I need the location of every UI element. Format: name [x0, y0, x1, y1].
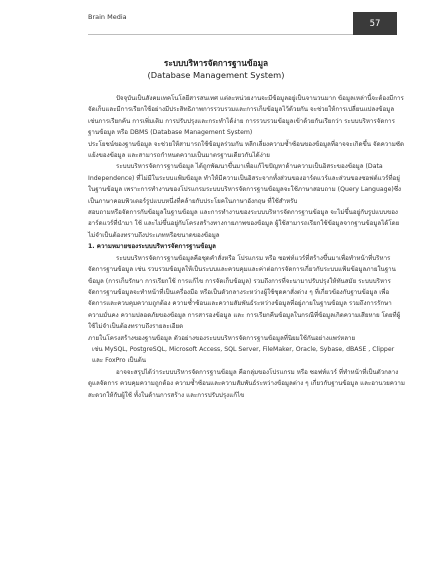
header-divider	[88, 34, 353, 35]
section-heading: 1. ความหมายของระบบบริหารจัดการฐานข้อมูล	[88, 243, 216, 251]
paragraph-intro: ปัจจุบันเป็นสังคมเทคโนโลยีสารสนเทศ แต่ละหน่วยงานจะมีข้อมูลอยู่เป็นจานวนมาก ข้อมูลเหล่านี้จะต้องมีการจัดเก็บและมีการเรียกใช้อย่างมีประสิทธิภาพการรวบรวมและการเก็บข้อมูลไว้ด้วยกัน จะช่วยให้การเปลี่ยนแปลงข้อมูล เช่นการเรียกค้น การเพิ่มเติม การปรับปรุงและกระทำได้ง่าย การรวบรวมข้อมูลเข้าด้วยกันเรียกว่า ระบบบริหารจัดการฐานข้อมูล หรือ DBMS (Database Management System)	[88, 95, 404, 137]
paragraph-examples: เช่น MySQL, PostgreSQL, Microsoft Access, SQL Server, FileMaker, Oracle, Sybase, dBASE , Clipper และ FoxPro เป็นต้น	[92, 345, 395, 365]
document-body	[88, 93, 406, 401]
paragraph-benefits: ประโยชน์ของฐานข้อมูล จะช่วยให้สามารถใช้ข้อมูลร่วมกัน หลีกเลี่ยงความซ้ำซ้อนของข้อมูลที่อาจจะเกิดขึ้น จัดความซัดแย้งของข้อมูล และสามารถกำหนดความเป็นมาตรฐานเดียวกันได้ง่าย	[88, 140, 405, 160]
paragraph-independence: ระบบบริหารจัดการฐานข้อมูล ได้ถูกพัฒนาขึ้นมาเพื่อแก้ไขปัญหาด้านความเป็นอิสระของข้อมูล (Data Independence) ที่ไม่มีในระบบแฟ้มข้อมูล ทำให้มีความเป็นอิสระจากทั้งส่วนของฮาร์ดแวร์และส่วนของซอฟต์แวร์ที่อยู่ในฐานข้อมูล เพราะการทำงานของโปรแกรมระบบบริหารจัดการฐานข้อมูลจะใช้ภาษาสอบถาม (Query Language)ซึ่งเป็นภาษาคอมพิวเตอร์รูปแบบหนึ่งที่คล้ายกับประโยคในภาษาอังกฤษ ที่ใช้สำหรับ	[88, 163, 402, 205]
page-number: 57	[369, 18, 381, 29]
paragraph-examples-intro: ภายในโครงสร้างของฐานข้อมูล ตัวอย่างของระบบบริหารจัดการฐานข้อมูลที่นิยมใช้กันอย่างแพร่หลาย	[88, 334, 356, 342]
document-title: ระบบบริหารจัดการฐานข้อมูล	[163, 58, 269, 68]
paragraph-definition: ระบบบริหารจัดการฐานข้อมูลคือชุดคำสั่งหรือ โปรแกรม หรือ ซอฟท์แวร์ที่สร้างขึ้นมาเพื่อทำหน้าที่บริหารจัดการฐานข้อมูล เช่น รวบรวมข้อมูลให้เป็นระบบและควบคุมและค่าต่อการจัดการเกี่ยวกับระบบแฟ้มข้อมูลภายในฐานข้อมูล (การเก็บรักษา การเรียกใช้ การแก้ไข การจัดเก็บข้อมูล) รวมถึงการที่จะนามาปรับปรุงให้ทันสมัย ระบบบริหารจัดการฐานข้อมูลจะทำหน้าที่เป็นเครื่องมือ หรือเป็นตัวกลางระหว่างผู้ใช้ชุดคาสั่งต่าง ๆ ที่เกี่ยวข้องกับฐานข้อมูล เพื่อจัดการและควบคุมความถูกต้อง ความซ้ำซ้อนและความสัมพันธ์ระหว่างข้อมูลที่อยู่ภายในฐานข้อมูล รวมถึงการรักษาความมั่นคง ความปลอดภัยของข้อมูล การสารองข้อมูล และ การเรียกคืนข้อมูลในกรณีที่ข้อมูลเกิดความเสียหาย โดยที่ผู้ใช้ไม่จำเป็นต้องทราบถึงรายละเอียด	[88, 254, 401, 331]
publisher-name: Brain Media	[88, 13, 127, 21]
paragraph-summary: อาจจะสรุปได้ว่าระบบบริหารจัดการฐานข้อมูล คือกลุ่มของโปรแกรม หรือ ซอฟท์แวร์ ที่ทำหน้าที่เป็นตัวกลาง ดูแลจัดการ ควบคุมความถูกต้อง ความซ้ำซ้อนและความสัมพันธ์ระหว่างข้อมูลต่าง ๆ เกี่ยวกับฐานข้อมูล และอานวยความสะดวกให้กับผู้ใช้ ทั้งในด้านการสร้าง และการปรับปรุงแก้ไข	[88, 368, 405, 399]
document-subtitle: (Database Management System)	[147, 70, 285, 80]
paragraph-query: สอบถามหรือจัดการกับข้อมูลในฐานข้อมูล และการทำงานของระบบบริหารจัดการฐานข้อมูล จะไม่ขึ้นอยู่กับรูปแบบของฮาร์ดแวร์ที่นำมา ใช้ และไม่ขึ้นอยู่กับโครงสร้างทางกายภาพของข้อมูล ผู้ใช้สามารถเรียกใช้ข้อมูลจากฐานข้อมูลได้โดยไม่จำเป็นต้องทราบถึงประเภทหรือขนาดของข้อมูล	[88, 209, 400, 239]
page-header	[0, 0, 432, 29]
page-number-badge	[353, 12, 397, 35]
